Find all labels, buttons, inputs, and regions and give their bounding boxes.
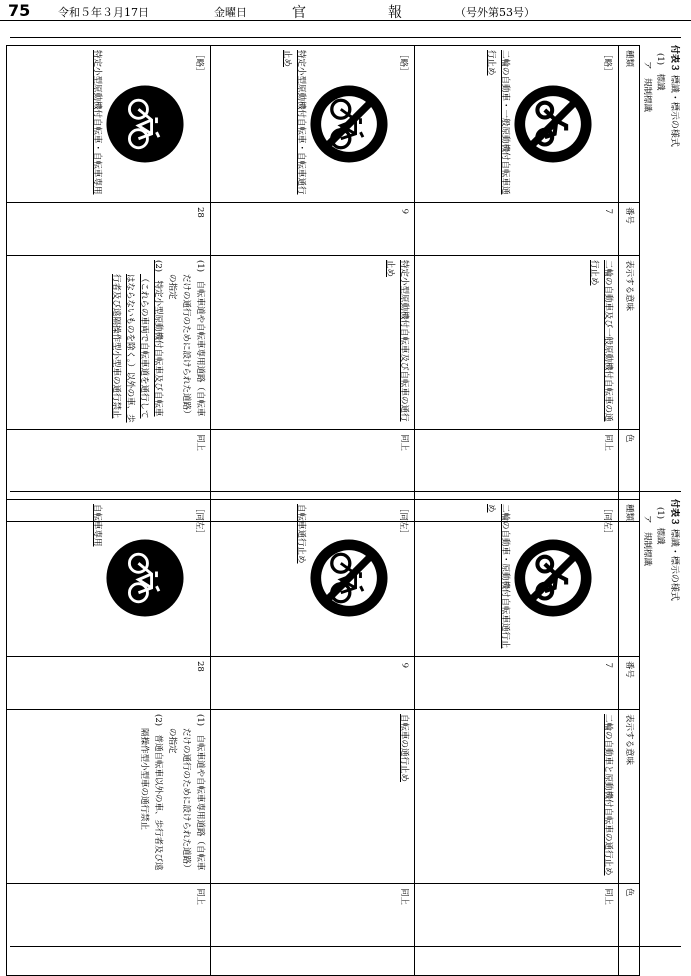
meaning-text: 自転車の通行止め [399, 714, 409, 783]
color-cell: 同上 [211, 430, 415, 522]
kind-tag: ［略］ [602, 50, 612, 76]
meaning-text: (1) 自転車道や自転車専用道路（自転車だけの通行のために設けられた道路）の指定 [167, 714, 205, 873]
section-title-block [640, 499, 680, 939]
table-header-row [619, 46, 640, 522]
col-number: 番号 [619, 203, 640, 256]
meaning-text-extra: (2) 特定小型原動機付自転車及び自転車（これらの車両で自転車道を通行してはならないものを除く。）以外の車、歩行者及び遠隔操作型小型車の通行禁止 [111, 260, 163, 423]
color-cell: 同上 [211, 884, 415, 976]
color-cell: 同上 [7, 884, 211, 976]
number-cell: 28 [7, 203, 211, 256]
meaning-cell [415, 256, 619, 430]
meaning-text: 二輪の自動車と原動機付自転車の通行止め [603, 714, 613, 876]
table-title: 標識・標示の様式 [669, 528, 679, 601]
bicycle-only-sign-icon [104, 83, 186, 165]
bicycle-only-sign-icon [104, 537, 186, 619]
color-cell: 同上 [415, 884, 619, 976]
kind-cell [415, 500, 619, 657]
issue-date: 令和５年３月17日 [58, 6, 149, 19]
kind-name: 特定小型原動機付自転車・自転車通行止め [282, 50, 306, 195]
meaning-text-extra: (2) 普通自転車以外の車、歩行者及び遠隔操作型小型車の通行禁止 [139, 714, 163, 871]
kind-name: 自転車専用 [92, 504, 102, 547]
table-section-current [11, 499, 680, 939]
sign-table [6, 499, 640, 976]
col-meaning: 表示する意味 [619, 256, 640, 430]
table-header-row [619, 500, 640, 976]
subtitle-regulatory: ア 規制標識 [642, 61, 652, 113]
meaning-text: (1) 自転車道や自転車専用道路（自転車だけの通行のために設けられた道路）の指定 [167, 260, 205, 419]
color-cell: 同上 [415, 430, 619, 522]
kind-cell [7, 500, 211, 657]
meaning-cell [415, 710, 619, 884]
meaning-text: 特定小型原動機付自転車及び自転車の通行止め [385, 260, 409, 422]
subtitle-signs: (1) 標識 [655, 507, 665, 545]
no-bicycle-sign-icon [308, 537, 390, 619]
issue-extra-number: （号外第53号） [455, 6, 535, 19]
col-color: 色 [619, 884, 640, 976]
issue-weekday: 金曜日 [214, 6, 247, 19]
col-meaning: 表示する意味 [619, 710, 640, 884]
kind-tag: ［略］ [398, 50, 408, 76]
kind-cell [7, 46, 211, 203]
meaning-cell [211, 256, 415, 430]
table-row [211, 500, 415, 976]
number-cell: ７ [415, 657, 619, 710]
divider-top [10, 37, 681, 38]
kind-cell [415, 46, 619, 203]
section-title-block [640, 45, 680, 485]
col-color: 色 [619, 430, 640, 522]
col-number: 番号 [619, 657, 640, 710]
meaning-cell [7, 710, 211, 884]
table-row [7, 500, 211, 976]
kind-name: 特定小型原動機付自転車・自転車専用 [92, 50, 102, 195]
kind-name: 自転車通行止め [296, 504, 306, 564]
table-row [415, 46, 619, 522]
table-row [211, 46, 415, 522]
no-bicycle-sign-icon [308, 83, 390, 165]
gazette-title: 官 報 [292, 5, 436, 21]
col-kind: 種類 [619, 500, 640, 657]
color-cell: 同上 [7, 430, 211, 522]
page-header [0, 0, 691, 21]
table-label: 付表３ [669, 499, 679, 527]
sign-table [6, 45, 640, 522]
kind-name: 二輪の自動車・一般原動機付自転車通行止め [486, 50, 510, 195]
page-number: 75 [8, 1, 31, 20]
table-row [415, 500, 619, 976]
kind-cell [211, 500, 415, 657]
table-section-amended [11, 45, 680, 485]
table-row [7, 46, 211, 522]
kind-tag: ［同左］ [194, 504, 204, 539]
meaning-text: 二輪の自動車及び一般原動機付自転車の通行止め [589, 260, 613, 422]
kind-tag: ［同左］ [602, 504, 612, 539]
subtitle-signs: (1) 標識 [655, 53, 665, 91]
table-title: 標識・標示の様式 [669, 74, 679, 147]
number-cell: ９ [211, 203, 415, 256]
number-cell: ７ [415, 203, 619, 256]
kind-tag: ［同左］ [398, 504, 408, 539]
kind-name: 二輪の自動車・原動機付自転車通行止め [486, 504, 510, 649]
col-kind: 種類 [619, 46, 640, 203]
number-cell: ９ [211, 657, 415, 710]
no-motorcycle-sign-icon [512, 83, 594, 165]
kind-cell [211, 46, 415, 203]
meaning-cell [211, 710, 415, 884]
table-label: 付表３ [669, 45, 679, 73]
no-motorcycle-sign-icon [512, 537, 594, 619]
kind-tag: ［略］ [194, 50, 204, 76]
meaning-cell [7, 256, 211, 430]
number-cell: 28 [7, 657, 211, 710]
subtitle-regulatory: ア 規制標識 [642, 515, 652, 567]
